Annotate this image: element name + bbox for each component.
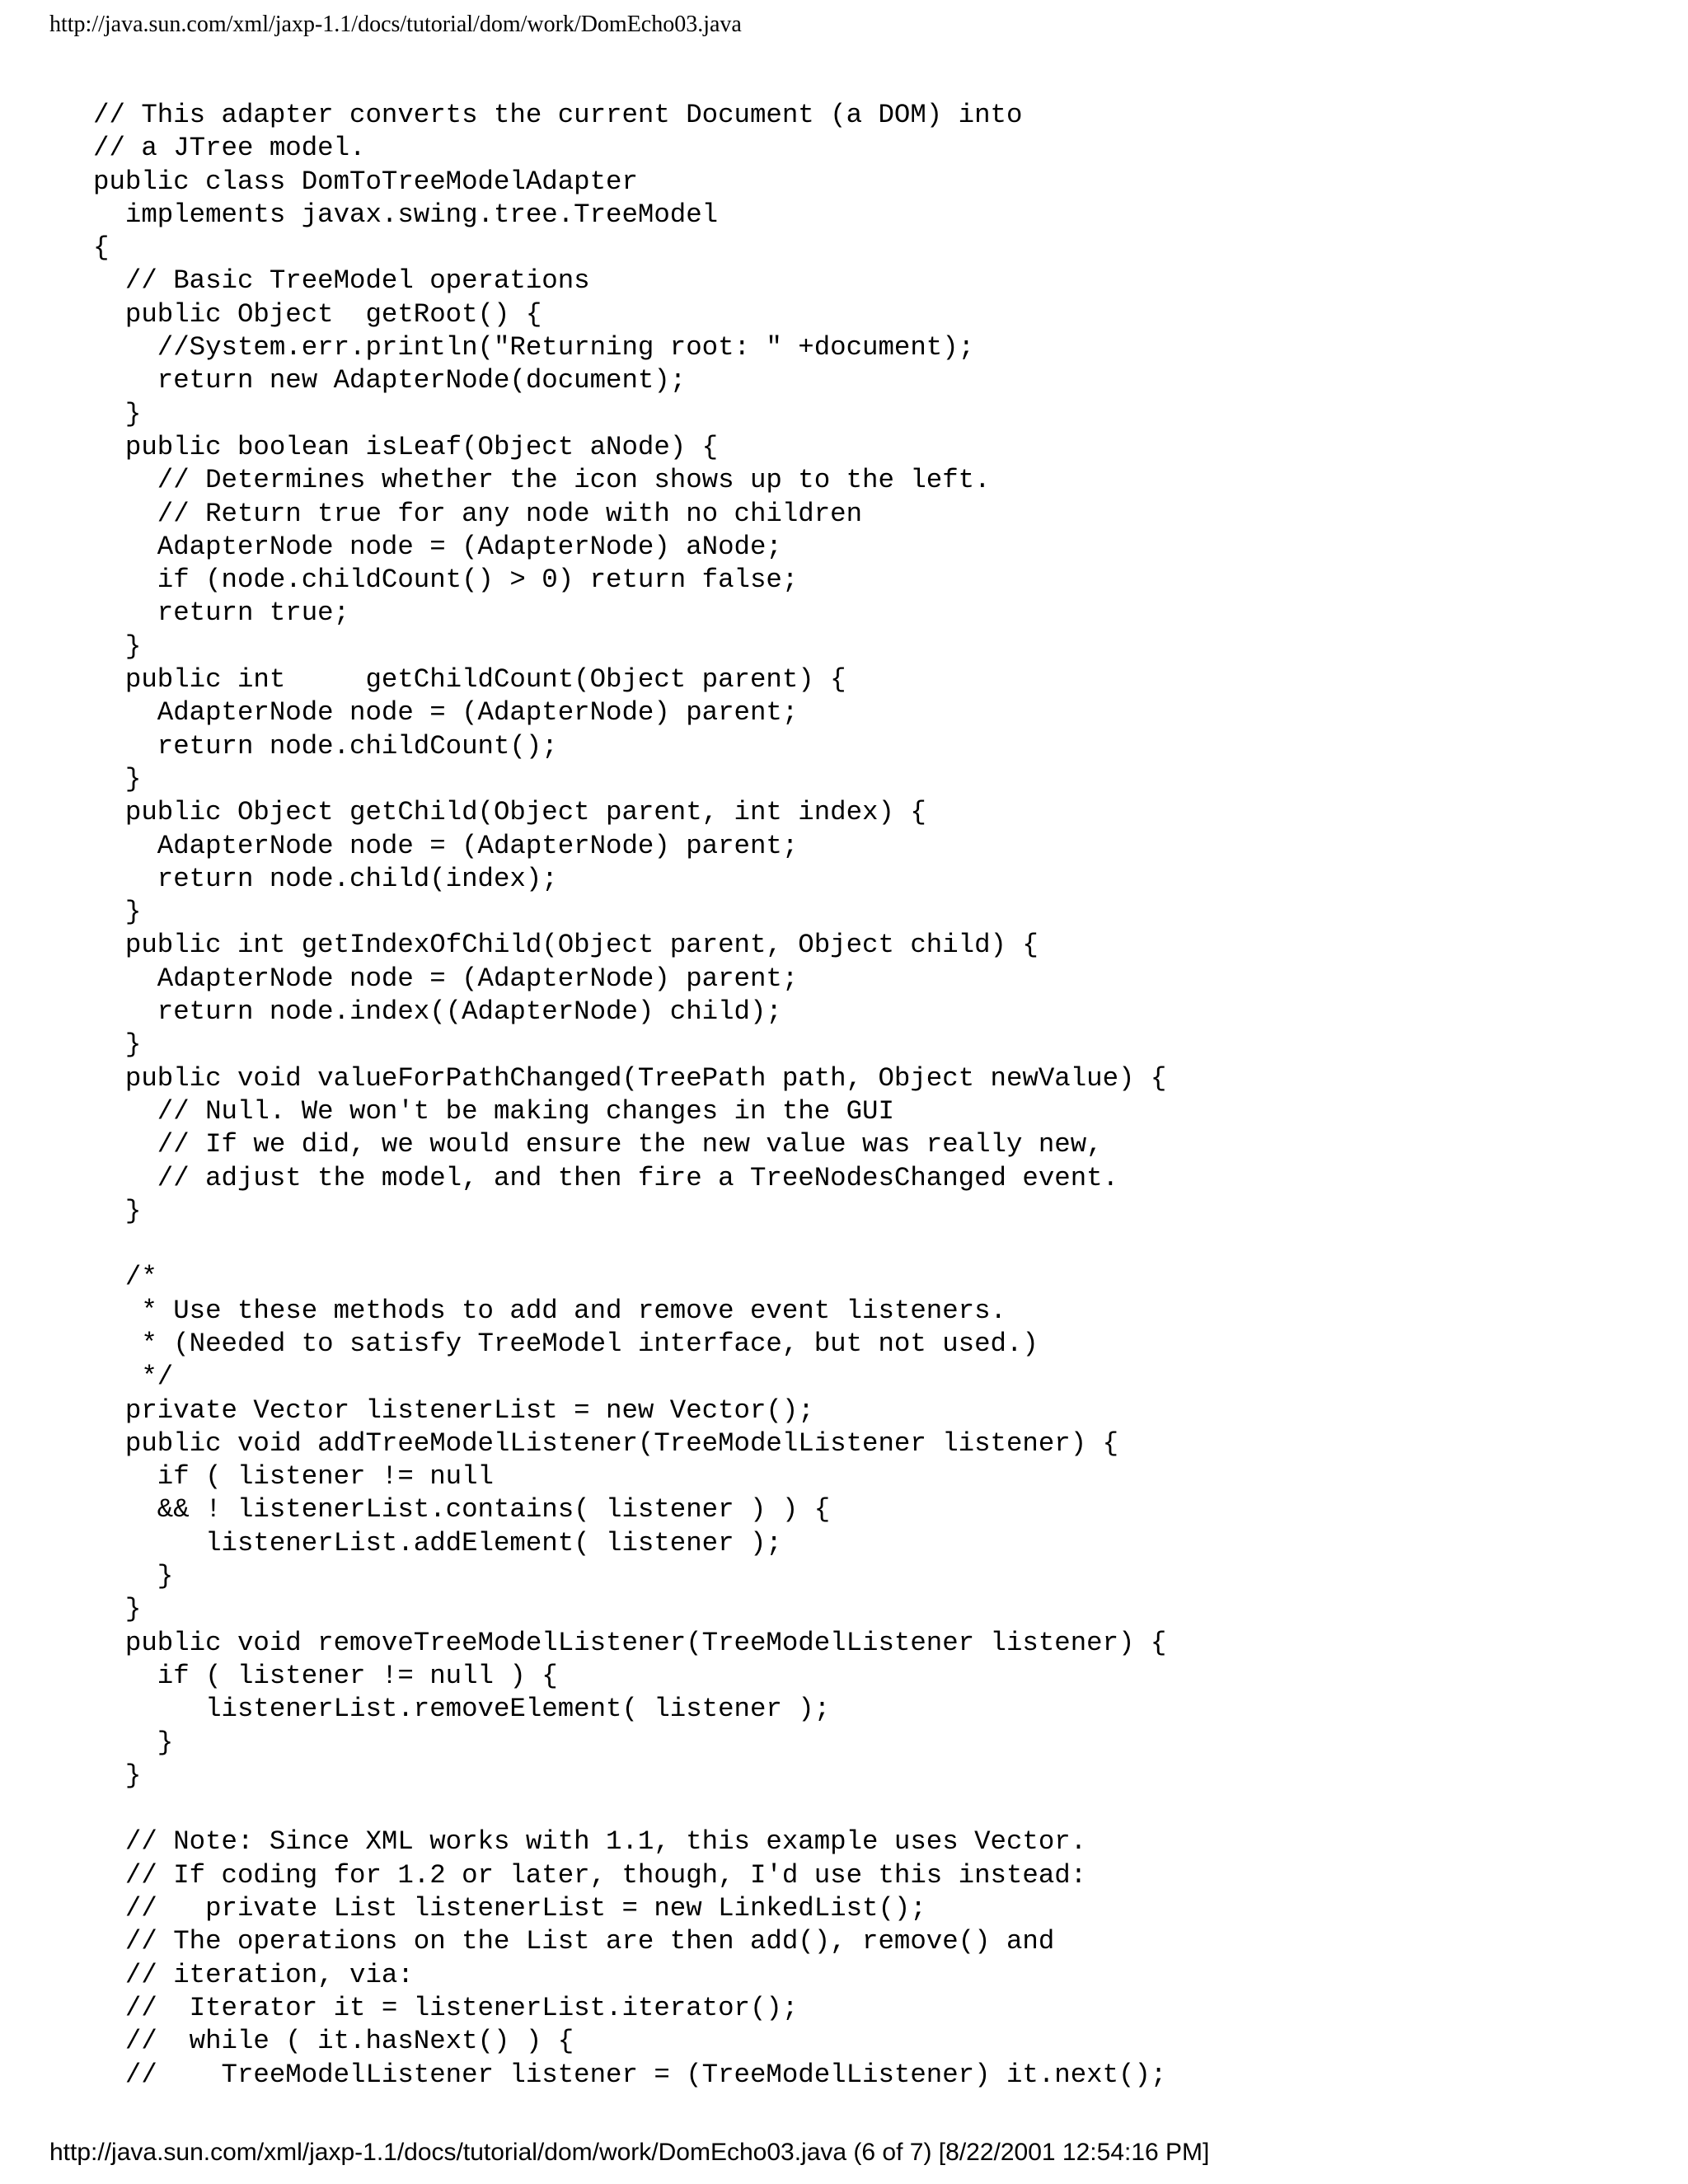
code-line: // Iterator it = listenerList.iterator(); — [93, 1992, 799, 2023]
code-line: && ! listenerList.contains( listener ) ) { — [93, 1494, 831, 1526]
code-line: private Vector listenerList = new Vector(); — [93, 1394, 814, 1426]
code-line: /* — [93, 1262, 157, 1293]
code-line: public class DomToTreeModelAdapter — [93, 166, 638, 197]
code-line: * (Needed to satisfy TreeModel interface, but not used.) — [93, 1328, 1039, 1359]
code-line: } — [93, 763, 142, 794]
code-line: // The operations on the List are then add(), remove() and — [93, 1926, 1055, 1957]
code-line: * Use these methods to add and remove event listeners. — [93, 1295, 1006, 1326]
code-line: listenerList.addElement( listener ); — [93, 1527, 782, 1558]
code-line: // If we did, we would ensure the new value was really new, — [93, 1129, 1103, 1160]
code-line: // while ( it.hasNext() ) { — [93, 2026, 574, 2057]
code-line: return node.childCount(); — [93, 730, 558, 762]
code-line: } — [93, 1594, 142, 1625]
code-line: } — [93, 398, 142, 429]
code-line: // Determines whether the icon shows up to the left. — [93, 465, 991, 496]
code-line: if ( listener != null — [93, 1461, 494, 1493]
code-line: implements javax.swing.tree.TreeModel — [93, 199, 719, 230]
code-line: if (node.childCount() > 0) return false; — [93, 565, 799, 596]
code-line: // Basic TreeModel operations — [93, 265, 590, 297]
page-footer: http://java.sun.com/xml/jaxp-1.1/docs/tutorial/dom/work/DomEcho03.java (6 of 7) [8/22/2001 12:54:16 PM] — [49, 2139, 1210, 2166]
code-line: // Null. We won't be making changes in the GUI — [93, 1095, 894, 1127]
code-line: */ — [93, 1361, 174, 1393]
code-line: public void removeTreeModelListener(TreeModelListener listener) { — [93, 1627, 1167, 1658]
code-line: return node.child(index); — [93, 863, 558, 894]
code-line: return new AdapterNode(document); — [93, 365, 687, 396]
code-line: // TreeModelListener listener = (TreeModelListener) it.next(); — [93, 2059, 1167, 2090]
code-line: // This adapter converts the current Document (a DOM) into — [93, 100, 1023, 130]
code-line: if ( listener != null ) { — [93, 1660, 558, 1691]
code-line: AdapterNode node = (AdapterNode) aNode; — [93, 531, 782, 562]
code-line: } — [93, 897, 142, 928]
code-line — [93, 1228, 1166, 1261]
code-line: AdapterNode node = (AdapterNode) parent; — [93, 963, 799, 994]
code-line — [93, 1793, 1166, 1825]
code-line: return node.index((AdapterNode) child); — [93, 996, 782, 1028]
code-line: // iteration, via: — [93, 1959, 414, 1990]
code-line: public int getIndexOfChild(Object parent, Object child) { — [93, 930, 1039, 961]
code-line: // If coding for 1.2 or later, though, I'd use this instead: — [93, 1859, 1087, 1891]
code-line: // adjust the model, and then fire a TreeNodesChanged event. — [93, 1162, 1119, 1193]
code-line: public void valueForPathChanged(TreePath path, Object newValue) { — [93, 1062, 1167, 1094]
code-listing — [93, 99, 1166, 2092]
code-line: // a JTree model. — [93, 133, 366, 164]
code-line: //System.err.println("Returning root: " +document); — [93, 332, 975, 363]
code-line: // Note: Since XML works with 1.1, this example uses Vector. — [93, 1826, 1087, 1858]
code-line: public int getChildCount(Object parent) { — [93, 664, 846, 696]
code-line: } — [93, 1760, 142, 1791]
code-line: public Object getChild(Object parent, int index) { — [93, 797, 926, 828]
code-line: public void addTreeModelListener(TreeModelListener listener) { — [93, 1427, 1119, 1459]
code-line: public boolean isLeaf(Object aNode) { — [93, 431, 719, 462]
code-line: } — [93, 1561, 174, 1592]
code-line: AdapterNode node = (AdapterNode) parent; — [93, 697, 799, 729]
code-line: } — [93, 1195, 142, 1226]
code-line: { — [93, 232, 110, 264]
code-line: return true; — [93, 598, 350, 629]
code-line: AdapterNode node = (AdapterNode) parent; — [93, 830, 799, 861]
page-header-url: http://java.sun.com/xml/jaxp-1.1/docs/tutorial/dom/work/DomEcho03.java — [49, 12, 742, 37]
code-line: listenerList.removeElement( listener ); — [93, 1694, 831, 1725]
code-line: // Return true for any node with no children — [93, 498, 863, 529]
code-line: } — [93, 1727, 174, 1758]
code-line: public Object getRoot() { — [93, 298, 542, 330]
code-line: // private List listenerList = new LinkedList(); — [93, 1893, 926, 1924]
code-line: } — [93, 630, 142, 662]
code-line: } — [93, 1029, 142, 1061]
